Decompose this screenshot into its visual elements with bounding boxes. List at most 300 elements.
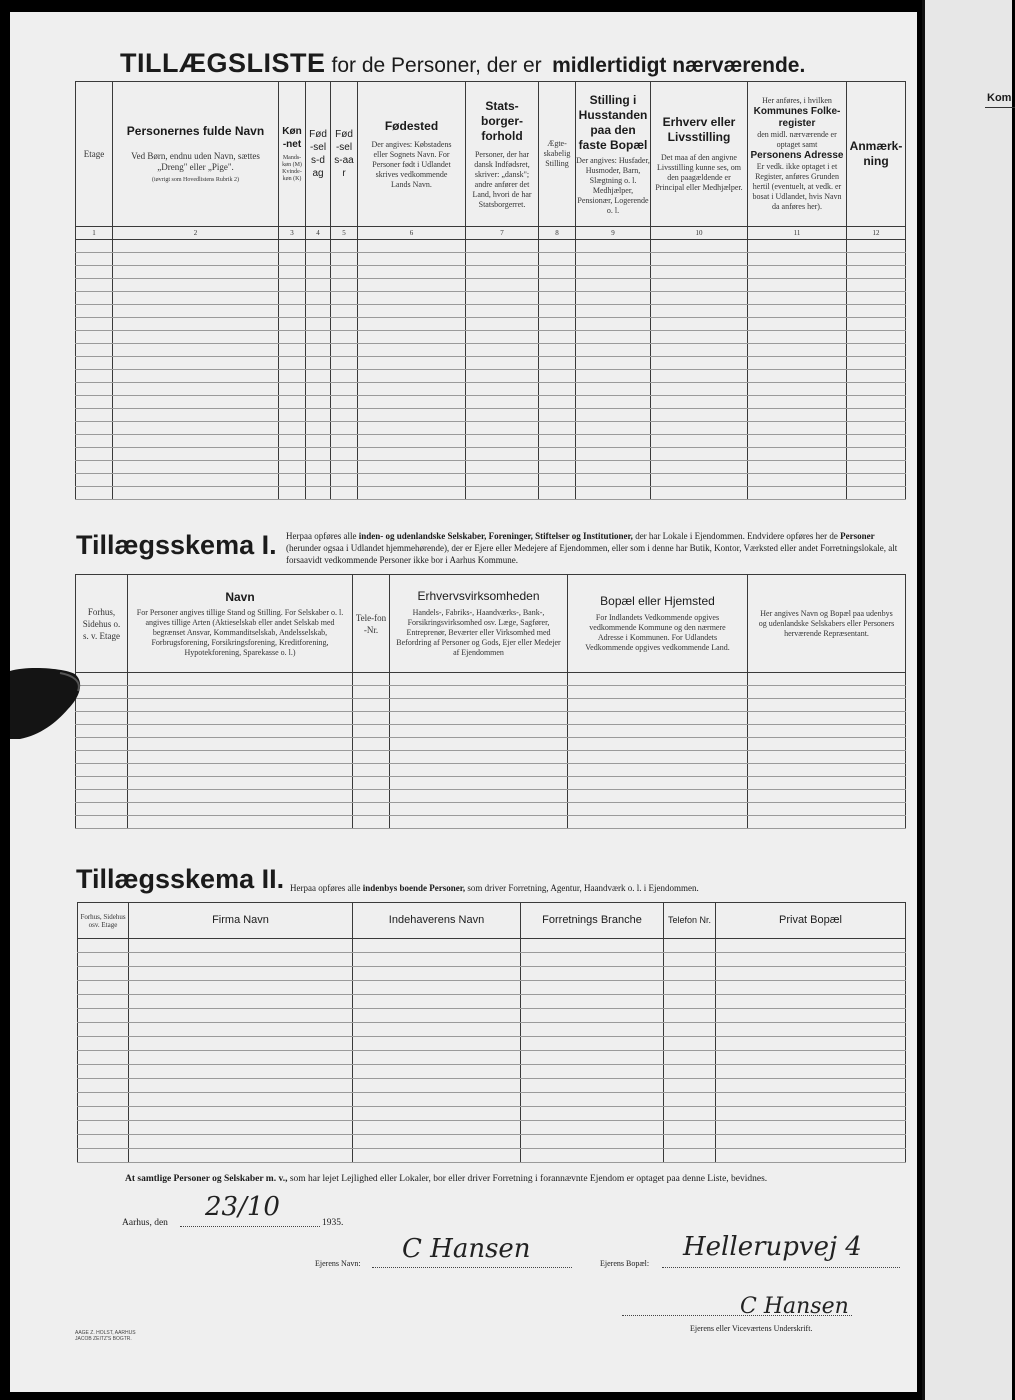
table-cell[interactable]: [576, 266, 651, 279]
table-cell[interactable]: [78, 967, 129, 981]
table-cell[interactable]: [576, 305, 651, 318]
table-cell[interactable]: [539, 461, 576, 474]
table-cell[interactable]: [748, 712, 906, 725]
table-cell[interactable]: [466, 474, 539, 487]
table-cell[interactable]: [847, 292, 906, 305]
table-cell[interactable]: [521, 1037, 664, 1051]
table-cell[interactable]: [306, 279, 331, 292]
table-cell[interactable]: [113, 318, 279, 331]
table-cell[interactable]: [748, 279, 847, 292]
table-cell[interactable]: [847, 422, 906, 435]
table-cell[interactable]: [539, 266, 576, 279]
table-cell[interactable]: [716, 995, 906, 1009]
table-cell[interactable]: [306, 357, 331, 370]
table-cell[interactable]: [129, 1009, 353, 1023]
table-cell[interactable]: [113, 487, 279, 500]
table-cell[interactable]: [331, 240, 358, 253]
table-cell[interactable]: [353, 1107, 521, 1121]
table-cell[interactable]: [576, 370, 651, 383]
table-cell[interactable]: [113, 474, 279, 487]
table-cell[interactable]: [651, 357, 748, 370]
table-cell[interactable]: [748, 474, 847, 487]
table-cell[interactable]: [847, 344, 906, 357]
table-cell[interactable]: [664, 1037, 716, 1051]
table-cell[interactable]: [353, 1149, 521, 1163]
table-cell[interactable]: [466, 305, 539, 318]
table-cell[interactable]: [390, 738, 568, 751]
table-cell[interactable]: [748, 318, 847, 331]
table-cell[interactable]: [576, 240, 651, 253]
table-cell[interactable]: [576, 292, 651, 305]
table-cell[interactable]: [353, 803, 390, 816]
table-cell[interactable]: [78, 1079, 129, 1093]
table-cell[interactable]: [76, 253, 113, 266]
table-cell[interactable]: [539, 279, 576, 292]
table-cell[interactable]: [748, 686, 906, 699]
table-cell[interactable]: [331, 357, 358, 370]
table-cell[interactable]: [716, 1107, 906, 1121]
table-cell[interactable]: [576, 409, 651, 422]
table-cell[interactable]: [279, 318, 306, 331]
table-cell[interactable]: [353, 1093, 521, 1107]
table-cell[interactable]: [128, 738, 353, 751]
table-cell[interactable]: [568, 764, 748, 777]
table-cell[interactable]: [76, 318, 113, 331]
table-cell[interactable]: [76, 474, 113, 487]
table-cell[interactable]: [539, 396, 576, 409]
table-cell[interactable]: [521, 1065, 664, 1079]
table-cell[interactable]: [358, 461, 466, 474]
table-cell[interactable]: [847, 253, 906, 266]
table-cell[interactable]: [466, 292, 539, 305]
table-cell[interactable]: [128, 673, 353, 686]
table-cell[interactable]: [358, 253, 466, 266]
table-cell[interactable]: [78, 1051, 129, 1065]
table-cell[interactable]: [651, 474, 748, 487]
table-cell[interactable]: [716, 939, 906, 953]
table-cell[interactable]: [279, 331, 306, 344]
table-cell[interactable]: [539, 474, 576, 487]
table-cell[interactable]: [353, 764, 390, 777]
table-cell[interactable]: [466, 487, 539, 500]
table-cell[interactable]: [76, 777, 128, 790]
table-cell[interactable]: [331, 292, 358, 305]
table-cell[interactable]: [521, 1135, 664, 1149]
table-cell[interactable]: [748, 803, 906, 816]
table-cell[interactable]: [651, 435, 748, 448]
table-cell[interactable]: [576, 383, 651, 396]
table-cell[interactable]: [521, 967, 664, 981]
table-cell[interactable]: [651, 344, 748, 357]
table-cell[interactable]: [128, 686, 353, 699]
table-cell[interactable]: [279, 370, 306, 383]
table-cell[interactable]: [113, 240, 279, 253]
table-cell[interactable]: [847, 383, 906, 396]
table-cell[interactable]: [576, 435, 651, 448]
table-cell[interactable]: [129, 1093, 353, 1107]
table-cell[interactable]: [521, 1009, 664, 1023]
table-cell[interactable]: [748, 422, 847, 435]
table-cell[interactable]: [576, 448, 651, 461]
table-cell[interactable]: [76, 266, 113, 279]
table-cell[interactable]: [76, 370, 113, 383]
table-cell[interactable]: [748, 292, 847, 305]
table-cell[interactable]: [651, 279, 748, 292]
table-cell[interactable]: [748, 396, 847, 409]
table-cell[interactable]: [279, 357, 306, 370]
table-cell[interactable]: [76, 383, 113, 396]
table-cell[interactable]: [748, 435, 847, 448]
table-cell[interactable]: [748, 266, 847, 279]
table-cell[interactable]: [521, 981, 664, 995]
table-cell[interactable]: [129, 995, 353, 1009]
table-cell[interactable]: [113, 357, 279, 370]
table-cell[interactable]: [539, 435, 576, 448]
table-cell[interactable]: [331, 435, 358, 448]
table-cell[interactable]: [129, 1135, 353, 1149]
table-cell[interactable]: [576, 357, 651, 370]
table-cell[interactable]: [748, 461, 847, 474]
table-cell[interactable]: [306, 435, 331, 448]
table-cell[interactable]: [847, 435, 906, 448]
table-cell[interactable]: [716, 967, 906, 981]
table-cell[interactable]: [521, 1051, 664, 1065]
table-cell[interactable]: [306, 396, 331, 409]
table-cell[interactable]: [353, 699, 390, 712]
table-cell[interactable]: [358, 383, 466, 396]
table-cell[interactable]: [128, 777, 353, 790]
table-cell[interactable]: [466, 370, 539, 383]
table-cell[interactable]: [306, 461, 331, 474]
table-cell[interactable]: [390, 790, 568, 803]
table-cell[interactable]: [113, 331, 279, 344]
table-cell[interactable]: [128, 764, 353, 777]
table-cell[interactable]: [279, 396, 306, 409]
table-cell[interactable]: [279, 344, 306, 357]
table-cell[interactable]: [113, 370, 279, 383]
table-cell[interactable]: [279, 240, 306, 253]
table-cell[interactable]: [76, 790, 128, 803]
table-cell[interactable]: [847, 487, 906, 500]
table-cell[interactable]: [306, 305, 331, 318]
table-cell[interactable]: [358, 435, 466, 448]
table-cell[interactable]: [847, 370, 906, 383]
table-cell[interactable]: [279, 383, 306, 396]
table-cell[interactable]: [847, 474, 906, 487]
table-cell[interactable]: [748, 357, 847, 370]
table-cell[interactable]: [76, 396, 113, 409]
table-cell[interactable]: [353, 1037, 521, 1051]
table-cell[interactable]: [331, 396, 358, 409]
table-cell[interactable]: [306, 266, 331, 279]
table-cell[interactable]: [664, 1107, 716, 1121]
table-cell[interactable]: [129, 967, 353, 981]
table-cell[interactable]: [576, 461, 651, 474]
table-cell[interactable]: [576, 253, 651, 266]
table-cell[interactable]: [521, 1107, 664, 1121]
table-cell[interactable]: [113, 422, 279, 435]
table-cell[interactable]: [521, 1121, 664, 1135]
table-cell[interactable]: [358, 305, 466, 318]
table-cell[interactable]: [651, 318, 748, 331]
table-cell[interactable]: [390, 803, 568, 816]
table-cell[interactable]: [331, 279, 358, 292]
table-cell[interactable]: [390, 816, 568, 829]
table-cell[interactable]: [306, 422, 331, 435]
table-cell[interactable]: [748, 305, 847, 318]
table-cell[interactable]: [466, 253, 539, 266]
table-cell[interactable]: [128, 725, 353, 738]
table-cell[interactable]: [568, 673, 748, 686]
table-cell[interactable]: [129, 1037, 353, 1051]
table-cell[interactable]: [716, 1135, 906, 1149]
table-cell[interactable]: [279, 461, 306, 474]
table-cell[interactable]: [390, 712, 568, 725]
table-cell[interactable]: [358, 240, 466, 253]
table-cell[interactable]: [306, 240, 331, 253]
table-cell[interactable]: [76, 803, 128, 816]
table-cell[interactable]: [748, 253, 847, 266]
table-cell[interactable]: [521, 953, 664, 967]
table-cell[interactable]: [521, 1023, 664, 1037]
table-cell[interactable]: [129, 939, 353, 953]
table-cell[interactable]: [651, 305, 748, 318]
table-cell[interactable]: [748, 738, 906, 751]
table-cell[interactable]: [568, 725, 748, 738]
table-cell[interactable]: [279, 422, 306, 435]
table-cell[interactable]: [331, 474, 358, 487]
table-cell[interactable]: [847, 461, 906, 474]
table-cell[interactable]: [748, 777, 906, 790]
table-cell[interactable]: [539, 318, 576, 331]
table-cell[interactable]: [466, 331, 539, 344]
table-cell[interactable]: [353, 1121, 521, 1135]
table-cell[interactable]: [279, 409, 306, 422]
table-cell[interactable]: [129, 1051, 353, 1065]
table-cell[interactable]: [113, 344, 279, 357]
table-cell[interactable]: [664, 1135, 716, 1149]
table-cell[interactable]: [390, 725, 568, 738]
table-cell[interactable]: [651, 461, 748, 474]
table-cell[interactable]: [113, 279, 279, 292]
table-cell[interactable]: [748, 790, 906, 803]
table-cell[interactable]: [353, 1135, 521, 1149]
table-cell[interactable]: [353, 939, 521, 953]
table-cell[interactable]: [539, 344, 576, 357]
table-cell[interactable]: [358, 331, 466, 344]
table-cell[interactable]: [539, 383, 576, 396]
table-cell[interactable]: [306, 253, 331, 266]
table-cell[interactable]: [466, 240, 539, 253]
table-cell[interactable]: [128, 816, 353, 829]
table-cell[interactable]: [331, 461, 358, 474]
table-cell[interactable]: [521, 1149, 664, 1163]
table-cell[interactable]: [521, 995, 664, 1009]
table-cell[interactable]: [353, 953, 521, 967]
table-cell[interactable]: [76, 461, 113, 474]
table-cell[interactable]: [306, 292, 331, 305]
table-cell[interactable]: [331, 318, 358, 331]
table-cell[interactable]: [113, 292, 279, 305]
table-cell[interactable]: [331, 266, 358, 279]
table-cell[interactable]: [129, 1149, 353, 1163]
table-cell[interactable]: [279, 266, 306, 279]
table-cell[interactable]: [78, 1107, 129, 1121]
table-cell[interactable]: [76, 487, 113, 500]
table-cell[interactable]: [847, 331, 906, 344]
table-cell[interactable]: [353, 995, 521, 1009]
table-cell[interactable]: [128, 751, 353, 764]
table-cell[interactable]: [576, 344, 651, 357]
table-cell[interactable]: [466, 279, 539, 292]
table-cell[interactable]: [129, 1121, 353, 1135]
table-cell[interactable]: [113, 448, 279, 461]
table-cell[interactable]: [847, 357, 906, 370]
table-cell[interactable]: [664, 1051, 716, 1065]
table-cell[interactable]: [78, 1149, 129, 1163]
table-cell[interactable]: [331, 487, 358, 500]
table-cell[interactable]: [306, 344, 331, 357]
table-cell[interactable]: [576, 331, 651, 344]
table-cell[interactable]: [129, 1065, 353, 1079]
table-cell[interactable]: [279, 435, 306, 448]
table-cell[interactable]: [651, 253, 748, 266]
table-cell[interactable]: [128, 803, 353, 816]
table-cell[interactable]: [358, 409, 466, 422]
table-cell[interactable]: [748, 344, 847, 357]
table-cell[interactable]: [76, 751, 128, 764]
table-cell[interactable]: [306, 448, 331, 461]
table-cell[interactable]: [568, 816, 748, 829]
table-cell[interactable]: [466, 383, 539, 396]
table-cell[interactable]: [847, 305, 906, 318]
table-cell[interactable]: [76, 240, 113, 253]
table-cell[interactable]: [390, 673, 568, 686]
table-cell[interactable]: [664, 967, 716, 981]
table-cell[interactable]: [128, 790, 353, 803]
table-cell[interactable]: [129, 1023, 353, 1037]
table-cell[interactable]: [279, 305, 306, 318]
table-cell[interactable]: [78, 953, 129, 967]
table-cell[interactable]: [748, 816, 906, 829]
table-cell[interactable]: [748, 725, 906, 738]
table-cell[interactable]: [331, 422, 358, 435]
table-cell[interactable]: [539, 305, 576, 318]
table-cell[interactable]: [651, 383, 748, 396]
table-cell[interactable]: [358, 292, 466, 305]
table-cell[interactable]: [358, 487, 466, 500]
table-cell[interactable]: [78, 1093, 129, 1107]
table-cell[interactable]: [716, 953, 906, 967]
table-cell[interactable]: [539, 292, 576, 305]
table-cell[interactable]: [539, 448, 576, 461]
table-cell[interactable]: [748, 448, 847, 461]
table-cell[interactable]: [568, 712, 748, 725]
table-cell[interactable]: [466, 435, 539, 448]
table-cell[interactable]: [716, 1009, 906, 1023]
table-cell[interactable]: [576, 318, 651, 331]
table-cell[interactable]: [651, 487, 748, 500]
table-cell[interactable]: [358, 357, 466, 370]
table-cell[interactable]: [466, 422, 539, 435]
table-cell[interactable]: [76, 409, 113, 422]
table-cell[interactable]: [306, 487, 331, 500]
table-cell[interactable]: [279, 474, 306, 487]
table-cell[interactable]: [651, 292, 748, 305]
table-cell[interactable]: [664, 939, 716, 953]
table-cell[interactable]: [306, 318, 331, 331]
table-cell[interactable]: [353, 712, 390, 725]
table-cell[interactable]: [78, 1023, 129, 1037]
table-cell[interactable]: [664, 1065, 716, 1079]
table-cell[interactable]: [353, 673, 390, 686]
table-cell[interactable]: [129, 1107, 353, 1121]
table-cell[interactable]: [78, 1009, 129, 1023]
table-cell[interactable]: [716, 981, 906, 995]
table-cell[interactable]: [664, 1009, 716, 1023]
table-cell[interactable]: [847, 240, 906, 253]
table-cell[interactable]: [358, 422, 466, 435]
table-cell[interactable]: [539, 331, 576, 344]
table-cell[interactable]: [76, 305, 113, 318]
table-cell[interactable]: [651, 266, 748, 279]
table-cell[interactable]: [539, 253, 576, 266]
table-cell[interactable]: [306, 474, 331, 487]
table-cell[interactable]: [353, 1065, 521, 1079]
table-cell[interactable]: [78, 1037, 129, 1051]
table-cell[interactable]: [358, 266, 466, 279]
table-cell[interactable]: [113, 409, 279, 422]
table-cell[interactable]: [748, 409, 847, 422]
table-cell[interactable]: [331, 253, 358, 266]
table-cell[interactable]: [568, 699, 748, 712]
table-cell[interactable]: [358, 344, 466, 357]
table-cell[interactable]: [716, 1051, 906, 1065]
table-cell[interactable]: [390, 751, 568, 764]
table-cell[interactable]: [353, 686, 390, 699]
table-cell[interactable]: [664, 1023, 716, 1037]
table-cell[interactable]: [576, 396, 651, 409]
table-cell[interactable]: [76, 279, 113, 292]
table-cell[interactable]: [568, 751, 748, 764]
table-cell[interactable]: [306, 331, 331, 344]
table-cell[interactable]: [664, 981, 716, 995]
table-cell[interactable]: [576, 422, 651, 435]
table-cell[interactable]: [847, 409, 906, 422]
table-cell[interactable]: [358, 370, 466, 383]
table-cell[interactable]: [279, 253, 306, 266]
table-cell[interactable]: [576, 279, 651, 292]
table-cell[interactable]: [847, 279, 906, 292]
table-cell[interactable]: [539, 357, 576, 370]
table-cell[interactable]: [129, 1079, 353, 1093]
table-cell[interactable]: [651, 396, 748, 409]
table-cell[interactable]: [748, 764, 906, 777]
table-cell[interactable]: [847, 266, 906, 279]
table-cell[interactable]: [358, 318, 466, 331]
table-cell[interactable]: [76, 738, 128, 751]
table-cell[interactable]: [390, 699, 568, 712]
table-cell[interactable]: [390, 764, 568, 777]
table-cell[interactable]: [279, 292, 306, 305]
table-cell[interactable]: [716, 1065, 906, 1079]
table-cell[interactable]: [664, 995, 716, 1009]
table-cell[interactable]: [113, 461, 279, 474]
table-cell[interactable]: [568, 686, 748, 699]
table-cell[interactable]: [466, 357, 539, 370]
table-cell[interactable]: [847, 396, 906, 409]
table-cell[interactable]: [78, 1121, 129, 1135]
